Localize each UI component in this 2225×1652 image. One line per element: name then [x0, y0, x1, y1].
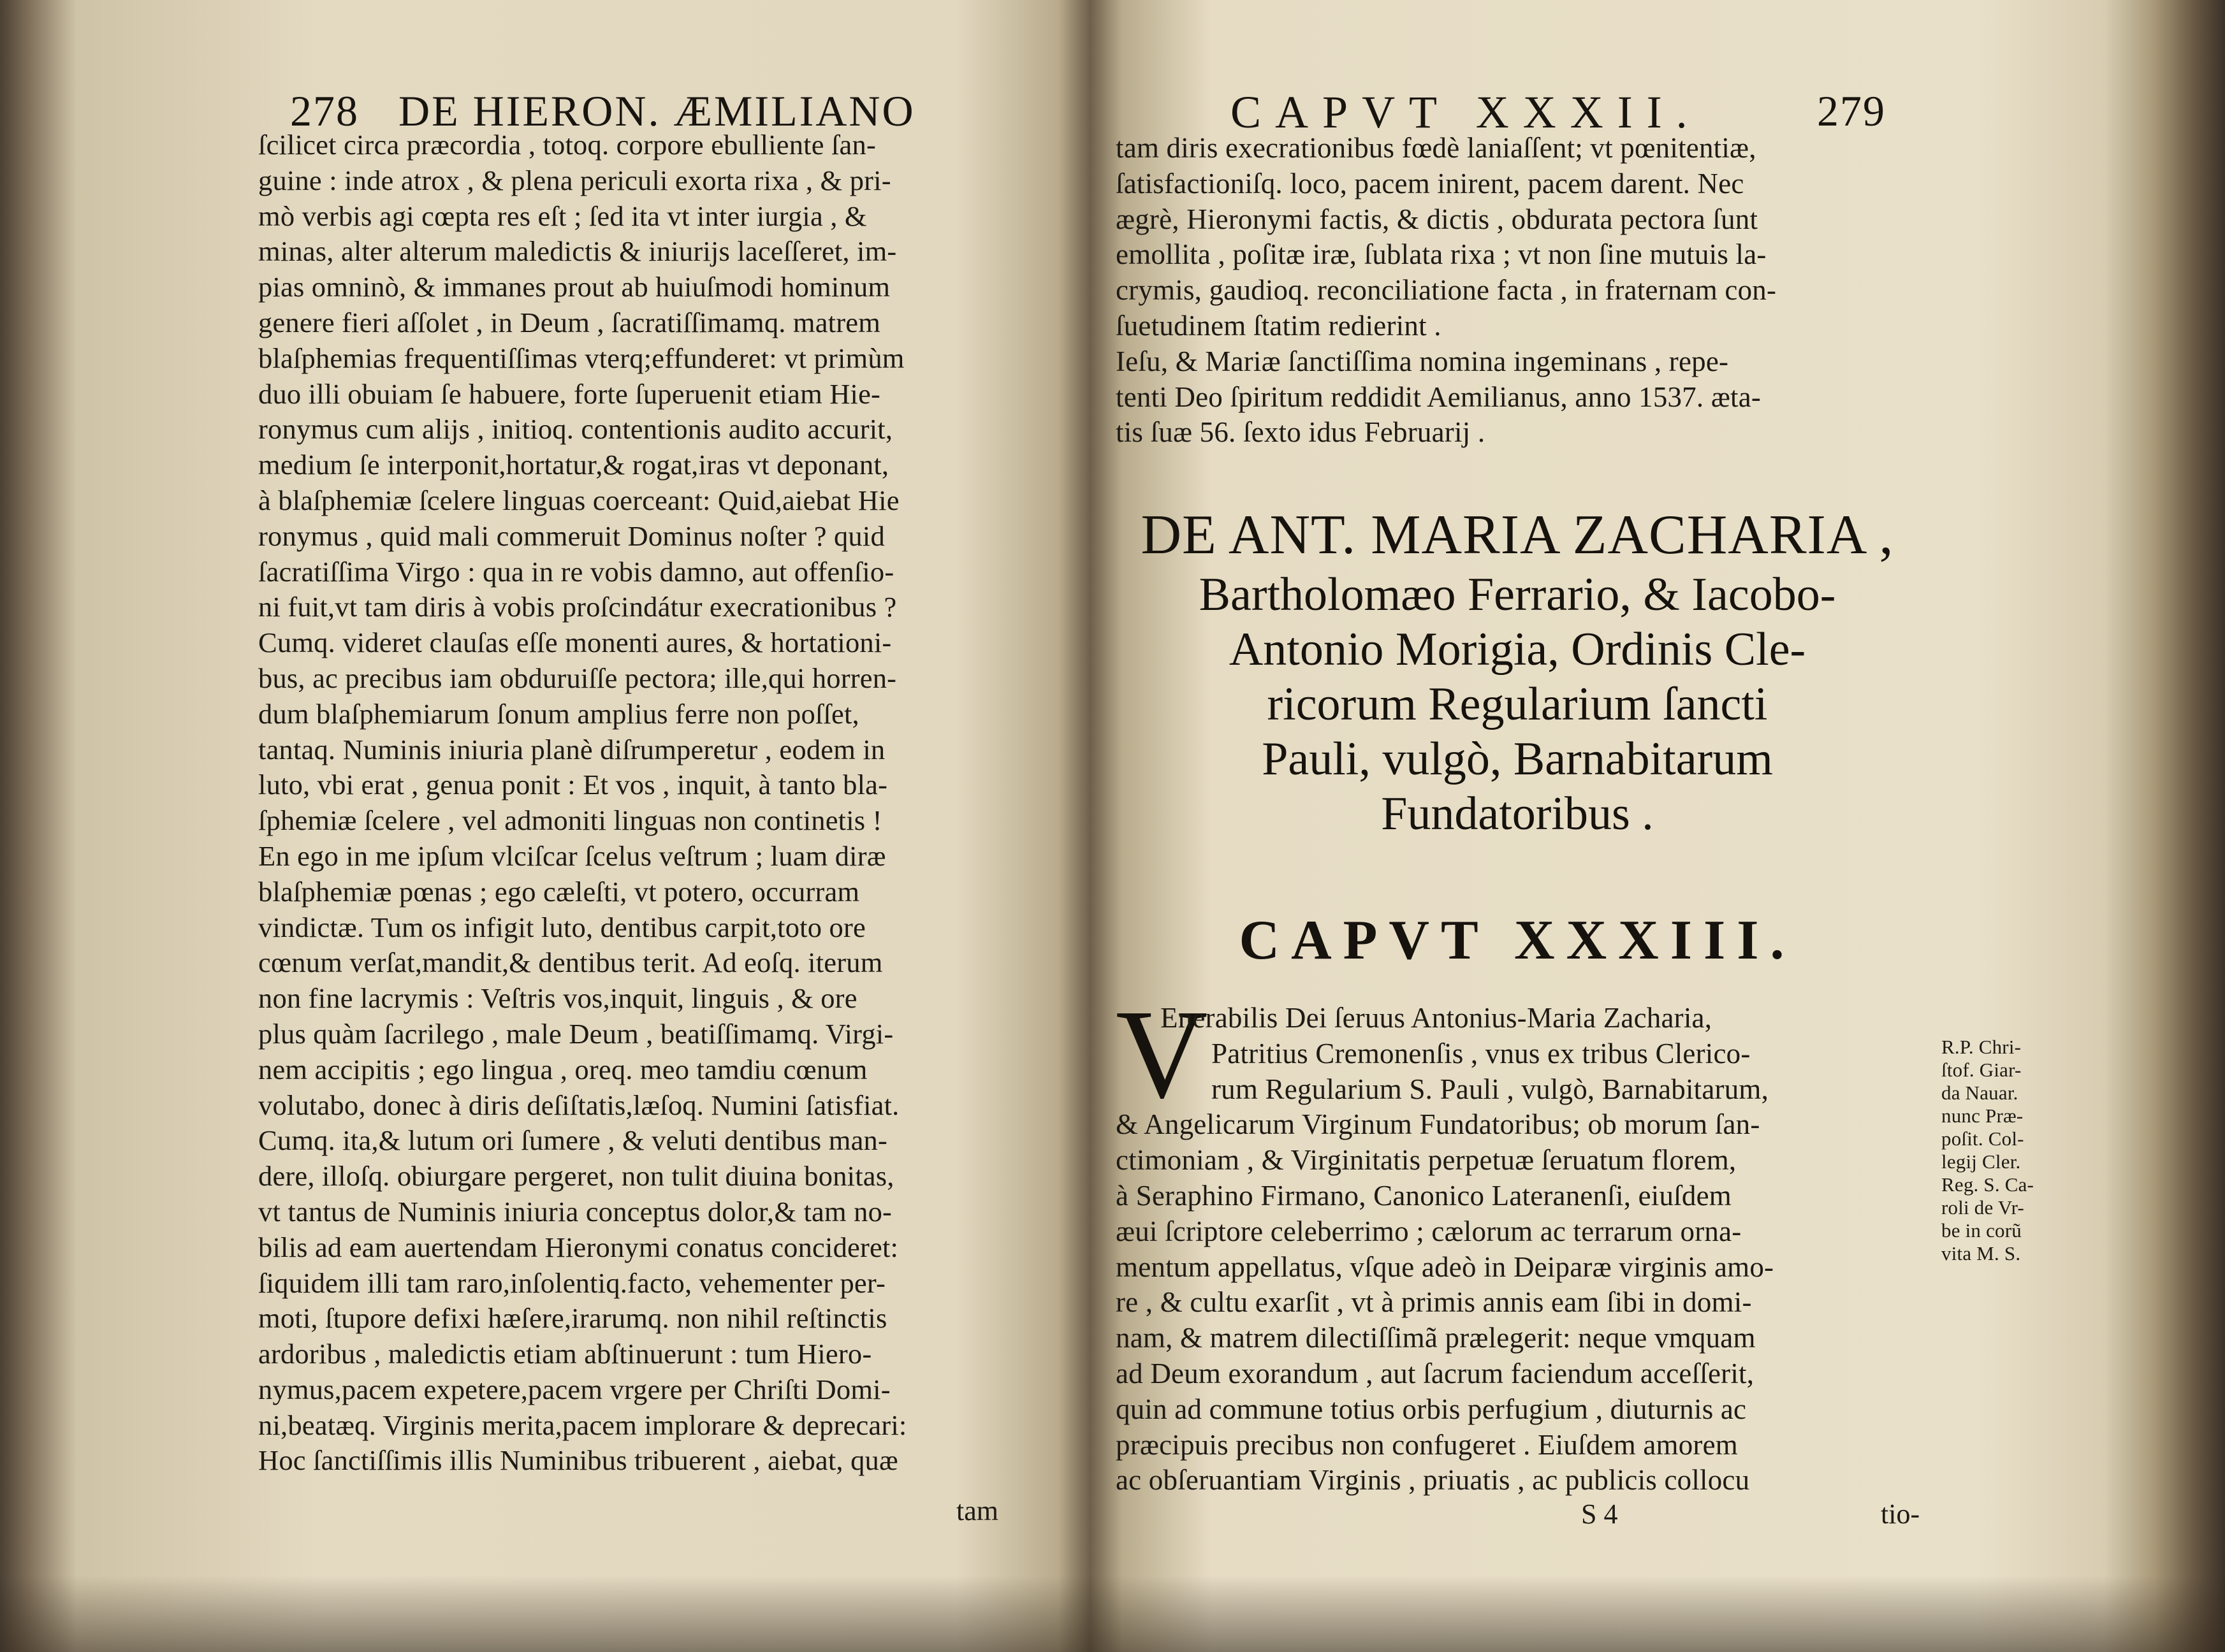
text-line: quin ad commune totius orbis perfugium , diuturnis ac: [1116, 1393, 1747, 1425]
text-line: nam, & matrem dilectiſſimã prælegerit: neque vmquam: [1116, 1322, 1756, 1354]
text-line: medium ſe interponit,hortatur,& rogat,iras vt deponant,: [258, 449, 889, 481]
text-line: non fine lacrymis : Veſtris vos,inquit, linguis , & ore: [258, 982, 857, 1015]
text-line: Ieſu, & Mariæ ſanctiſſima nomina ingeminans , repe-: [1116, 345, 1729, 377]
margin-note-line: legij Cler.: [1941, 1150, 2021, 1173]
left-body-text: [258, 127, 1074, 1479]
section-heading-line: Pauli, vulgò, Barnabitarum: [1262, 733, 1773, 785]
text-line: nem accipitis ; ego lingua , oreq. meo tamdiu cœnum: [258, 1053, 868, 1085]
text-line: plus quàm ſacrilego , male Deum , beatiſſimamq. Virgi-: [258, 1017, 894, 1050]
margin-note-line: R.P. Chri-: [1941, 1036, 2022, 1058]
right-body-text: [1116, 1001, 1925, 1498]
text-line: genere fieri aſſolet , in Deum , ſacratiſſimamq. matrem: [258, 306, 881, 338]
section-heading-main: DE ANT. MARIA ZACHARIA ,: [1141, 504, 1894, 566]
text-line: emollita , poſitæ iræ, ſublata rixa ; vt non ſine mutuis la-: [1116, 238, 1767, 271]
right-running-head: [1230, 86, 1995, 137]
text-line: Cumq. ita,& lutum ori ſumere , & veluti dentibus man-: [258, 1124, 887, 1157]
text-line: æui ſcriptore celeberrimo ; cælorum ac terrarum orna-: [1116, 1215, 1742, 1247]
text-line: nymus,pacem expetere,pacem vrgere per Chriſti Domi-: [258, 1373, 891, 1405]
text-line: Enerabilis Dei ſeruus Antonius-Maria Zacharia,: [1160, 1002, 1712, 1034]
margin-note-line: be in corũ: [1941, 1219, 2022, 1242]
left-page: [0, 0, 1084, 1652]
margin-note-line: poſit. Col-: [1941, 1127, 2024, 1150]
text-line: mentum appellatus, vſque adeò in Deiparæ virginis amo-: [1116, 1250, 1774, 1283]
margin-note: [1941, 1036, 2062, 1265]
text-line: ægrè, Hieronymi factis, & dictis , obdurata pectora ſunt: [1116, 203, 1758, 235]
margin-note-line: ſtof. Giar-: [1941, 1059, 2022, 1081]
text-line: ac obſeruantiam Virginis , priuatis , ac publicis collocu: [1116, 1464, 1750, 1496]
section-heading-sub: [1103, 567, 1932, 841]
text-line: crymis, gaudioq. reconciliatione facta , in fraternam con-: [1116, 274, 1777, 307]
text-line: minas, alter alterum maledictis & iniurijs laceſſeret, im-: [258, 235, 897, 268]
margin-note-line: Reg. S. Ca-: [1941, 1173, 2034, 1196]
text-line: & Angelicarum Virginum Fundatoribus; ob morum ſan-: [1116, 1108, 1760, 1141]
drop-cap: V: [1116, 984, 1208, 1125]
text-line: luto, vbi erat , genua ponit : Et vos , inquit, à tanto bla-: [258, 769, 888, 801]
text-line: tam diris execrationibus fœdè laniaſſent; vt pœnitentiæ,: [1116, 132, 1756, 164]
text-line: dum blaſphemiarum ſonum amplius ferre non poſſet,: [258, 697, 859, 730]
text-line: blaſphemias frequentiſſimas vterq;effunderet: vt primùm: [258, 342, 905, 374]
text-line: ſphemiæ ſcelere , vel admoniti linguas non continetis !: [258, 804, 882, 837]
text-line: Cumq. videret clauſas eſſe monenti aures, & hortationi-: [258, 627, 892, 659]
text-line: duo illi obuiam ſe habuere, forte ſuperuenit etiam Hie-: [258, 377, 881, 410]
right-top-text: [1116, 131, 1919, 451]
text-line: pias omninò, & immanes prout ab huiuſmodi hominum: [258, 271, 891, 303]
text-line: Hoc ſanctiſſimis illis Numinibus tribuerent , aiebat, quæ: [258, 1444, 898, 1477]
right-page: [1090, 0, 2225, 1652]
text-line: tenti Deo ſpiritum reddidit Aemilianus, anno 1537. æta-: [1116, 380, 1762, 413]
text-line: à Seraphino Firmano, Canonico Lateranenſi, eiuſdem: [1116, 1179, 1732, 1212]
right-page-number: 279: [1817, 87, 1886, 135]
margin-note-line: nunc Præ-: [1941, 1105, 2024, 1127]
margin-note-line: roli de Vr-: [1941, 1196, 2024, 1219]
text-line: ronymus , quid mali commeruit Dominus noſter ? quid: [258, 519, 885, 552]
signature-mark: S 4: [1581, 1498, 1618, 1530]
right-running-title: CAPVT XXXII.: [1230, 87, 1702, 138]
text-line: guine : inde atrox , & plena periculi exorta rixa , & pri-: [258, 164, 891, 196]
text-line: bilis ad eam auertendam Hieronymi conatus concideret:: [258, 1231, 899, 1263]
chapter-heading: CAPVT XXXIII.: [1239, 909, 1796, 971]
text-line: blaſphemiæ pœnas ; ego cæleſti, vt potero, occurram: [258, 875, 860, 908]
section-heading-line: Antonio Morigia, Ordinis Cle-: [1229, 623, 1806, 676]
left-page-number: 278: [290, 87, 359, 135]
left-catchword: tam: [956, 1495, 998, 1526]
text-line: En ego in me ipſum vlciſcar ſcelus veſtrum ; luam diræ: [258, 839, 886, 872]
text-line: ſiquidem illi tam raro,inſolentiq.facto, vehementer per-: [258, 1266, 886, 1299]
text-line: cœnum verſat,mandit,& dentibus terit. Ad eoſq. iterum: [258, 946, 883, 979]
text-line: vindictæ. Tum os infigit luto, dentibus carpit,toto ore: [258, 911, 866, 943]
text-line: rum Regularium S. Pauli , vulgò, Barnabitarum,: [1211, 1073, 1769, 1105]
text-line: ad Deum exorandum , aut ſacrum faciendum acceſſerit,: [1116, 1357, 1754, 1389]
text-line: mò verbis agi cœpta res eſt ; ſed ita vt inter iurgia , &: [258, 199, 867, 232]
text-line: præcipuis precibus non confugeret . Eiuſdem amorem: [1116, 1428, 1738, 1461]
text-line: dere, illoſq. obiurgare pergeret, non tulit diuina bonitas,: [258, 1160, 894, 1192]
text-line: volutabo, donec à diris deſiſtatis,læſoq. Numini ſatisfiat.: [258, 1089, 900, 1121]
left-running-title: DE HIERON. ÆMILIANO: [398, 87, 916, 135]
text-line: re , & cultu exarſit , vt à primis annis eam ſibi in domi-: [1116, 1286, 1752, 1319]
text-line: ſacratiſſima Virgo : qua in re vobis damno, aut offenſio-: [258, 555, 894, 588]
right-catchword: tio-: [1881, 1498, 1920, 1530]
margin-note-line: vita M. S.: [1941, 1242, 2021, 1264]
text-line: tis ſuæ 56. ſexto idus Februarij .: [1116, 416, 1485, 449]
section-heading-line: Fundatoribus .: [1381, 788, 1654, 840]
text-line: ſuetudinem ſtatim redierint .: [1116, 309, 1441, 342]
section-heading-line: Bartholomæo Ferrario, & Iacobo-: [1199, 569, 1836, 621]
text-line: ſcilicet circa præcordia , totoq. corpore ebulliente ſan-: [258, 129, 876, 161]
text-line: ronymus cum alijs , initioq. contentionis audito accurit,: [258, 413, 893, 446]
text-line: ni,beatæq. Virginis merita,pacem implorare & deprecari:: [258, 1409, 907, 1441]
text-line: ardoribus , maledictis etiam abſtinuerunt : tum Hiero-: [258, 1338, 872, 1370]
text-line: moti, ſtupore defixi hæſere,irarumq. non nihil reſtinctis: [258, 1302, 887, 1335]
text-line: vt tantus de Numinis iniuria conceptus dolor,& tam no-: [258, 1195, 893, 1228]
section-heading-line: ricorum Regularium ſancti: [1267, 678, 1768, 730]
text-line: ni fuit,vt tam diris à vobis proſcindátur execrationibus ?: [258, 591, 897, 623]
text-line: tantaq. Numinis iniuria planè diſrumperetur , eodem in: [258, 733, 886, 765]
section-heading: [1103, 504, 1932, 841]
text-line: bus, ac precibus iam obduruiſſe pectora; ille,qui horren-: [258, 662, 897, 694]
text-line: à blaſphemiæ ſcelere linguas coerceant: Quid,aiebat Hie: [258, 484, 900, 516]
margin-note-line: da Nauar.: [1941, 1082, 2018, 1104]
text-line: ctimoniam , & Virginitatis perpetuæ ſeruatum florem,: [1116, 1144, 1737, 1177]
text-line: Patritius Cremonenſis , vnus ex tribus Clerico-: [1211, 1037, 1751, 1069]
text-line: ſatisfactioniſq. loco, pacem inirent, pacem darent. Nec: [1116, 167, 1744, 199]
